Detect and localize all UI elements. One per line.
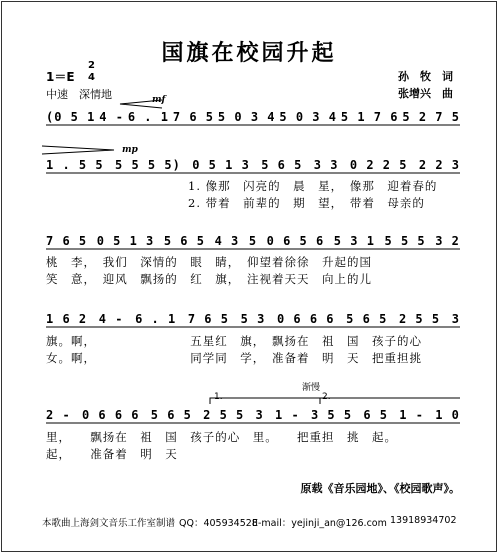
crescendo-hairpin [120, 100, 162, 108]
measure: 3 [451, 312, 460, 326]
measure: 2 2 3 [418, 158, 460, 172]
measure: 4 - [99, 110, 124, 124]
measure: 1 - [275, 408, 300, 422]
measure: 5 [248, 234, 258, 248]
measure: 5 6 5 [163, 234, 205, 248]
footer-phone: 13918934702 [390, 515, 457, 526]
measure: 7 6 5 [187, 312, 229, 326]
lyric-line: 1. 像那 闪亮的 晨 星， 像那 迎着春的 [188, 179, 438, 193]
measure: 2 - [46, 408, 71, 422]
measure: 4 3 [214, 234, 240, 248]
measure: 5 3 1 [333, 234, 375, 248]
measure: 3 5 5 [310, 408, 353, 422]
measure: 0 2 2 5 [349, 158, 408, 172]
lyric-line: 桃 李， 我们 深情的 眼 睛， 仰望着徐徐 升起的国 [46, 255, 372, 269]
measure: 0 6 6 6 [81, 408, 140, 422]
source-note: 原载《音乐园地》、《校园歌声》。 [300, 482, 460, 495]
measure: 5 0 3 4 [217, 110, 276, 124]
measure: 0 6 6 6 [276, 312, 335, 326]
measure: 3 [255, 408, 264, 422]
measure: 5 0 3 4 [279, 110, 337, 124]
measure: 5 2 7 5 [402, 110, 460, 124]
dynamic-mf: mf [152, 95, 166, 105]
measure: 1 - [399, 408, 424, 422]
measure: 4 - [98, 312, 124, 326]
footer-email: E-mail：yejinji_an@126.com [252, 518, 387, 529]
measure: 3 2 [435, 234, 460, 248]
measure: 6 . 1 [127, 110, 169, 124]
measure: (0 5 1 [46, 110, 96, 124]
footer-qq: QQ：405934528 [179, 518, 258, 529]
measure: 1 0 [435, 408, 460, 422]
lyric-line: 起， 准备着 明 天 [46, 447, 178, 461]
tempo-change-mark: 渐慢 [302, 383, 321, 393]
measure: 7 6 5 [46, 234, 88, 248]
time-signature-bottom: 4 [88, 72, 95, 83]
measure: 5 6 5 [346, 312, 388, 326]
measure: 2 5 5 [203, 408, 245, 422]
score-page [1, 1, 497, 552]
measure: 0 5 1 3 [96, 234, 155, 248]
measure: 5 5 5 [384, 234, 426, 248]
measure: 5 5 5 5) [115, 158, 181, 172]
score-lines [2, 2, 496, 551]
lyric-line: 笑 意， 迎风 飘扬的 红 旗， 注视着天天 向上的儿 [46, 272, 372, 286]
volta-second: 2. [322, 392, 331, 402]
measure: 6 . 1 [135, 312, 177, 326]
key-signature: 1＝E [46, 70, 75, 84]
measure: 1 6 2 [46, 312, 88, 326]
measure: 0 5 1 3 [192, 158, 250, 172]
lyric-line: 旗。啊， 五星红 旗， 飘扬在 祖 国 孩子的心 [46, 334, 422, 348]
volta-bracket [320, 398, 460, 404]
measure: 1 . 5 5 [46, 158, 104, 172]
dynamic-mp: mp [122, 145, 138, 155]
lyric-line: 女。啊， 同学同 学， 准备着 明 天 把重担挑 [46, 351, 422, 365]
measure: 5 1 7 6 [340, 110, 399, 124]
volta-first: 1. [214, 392, 223, 402]
lyricist-credit: 孙 牧 词 [398, 70, 453, 83]
measure: 3 3 [313, 158, 339, 172]
measure: 5 6 5 [150, 408, 192, 422]
lyric-line: 2. 带着 前辈的 期 望， 带着 母亲的 [188, 196, 425, 210]
measure: 0 6 5 6 [266, 234, 325, 248]
measure: 5 6 5 [261, 158, 303, 172]
volta-bracket [210, 398, 320, 404]
measure: 7 6 5 [172, 110, 215, 124]
measure: 5 3 [240, 312, 266, 326]
tempo-marking: 中速 深情地 [46, 88, 112, 101]
footer-studio: 本歌曲上海剑文音乐工作室制谱 [42, 518, 176, 529]
song-title: 国旗在校园升起 [161, 40, 337, 66]
lyric-line: 里， 飘扬在 祖 国 孩子的心 里。 把重担 挑 起。 [46, 430, 397, 444]
decrescendo-hairpin [42, 146, 114, 154]
time-signature-top: 2 [88, 60, 95, 71]
measure: 2 5 5 [398, 312, 441, 326]
measure: 6 5 [363, 408, 388, 422]
composer-credit: 张增兴 曲 [398, 87, 453, 100]
